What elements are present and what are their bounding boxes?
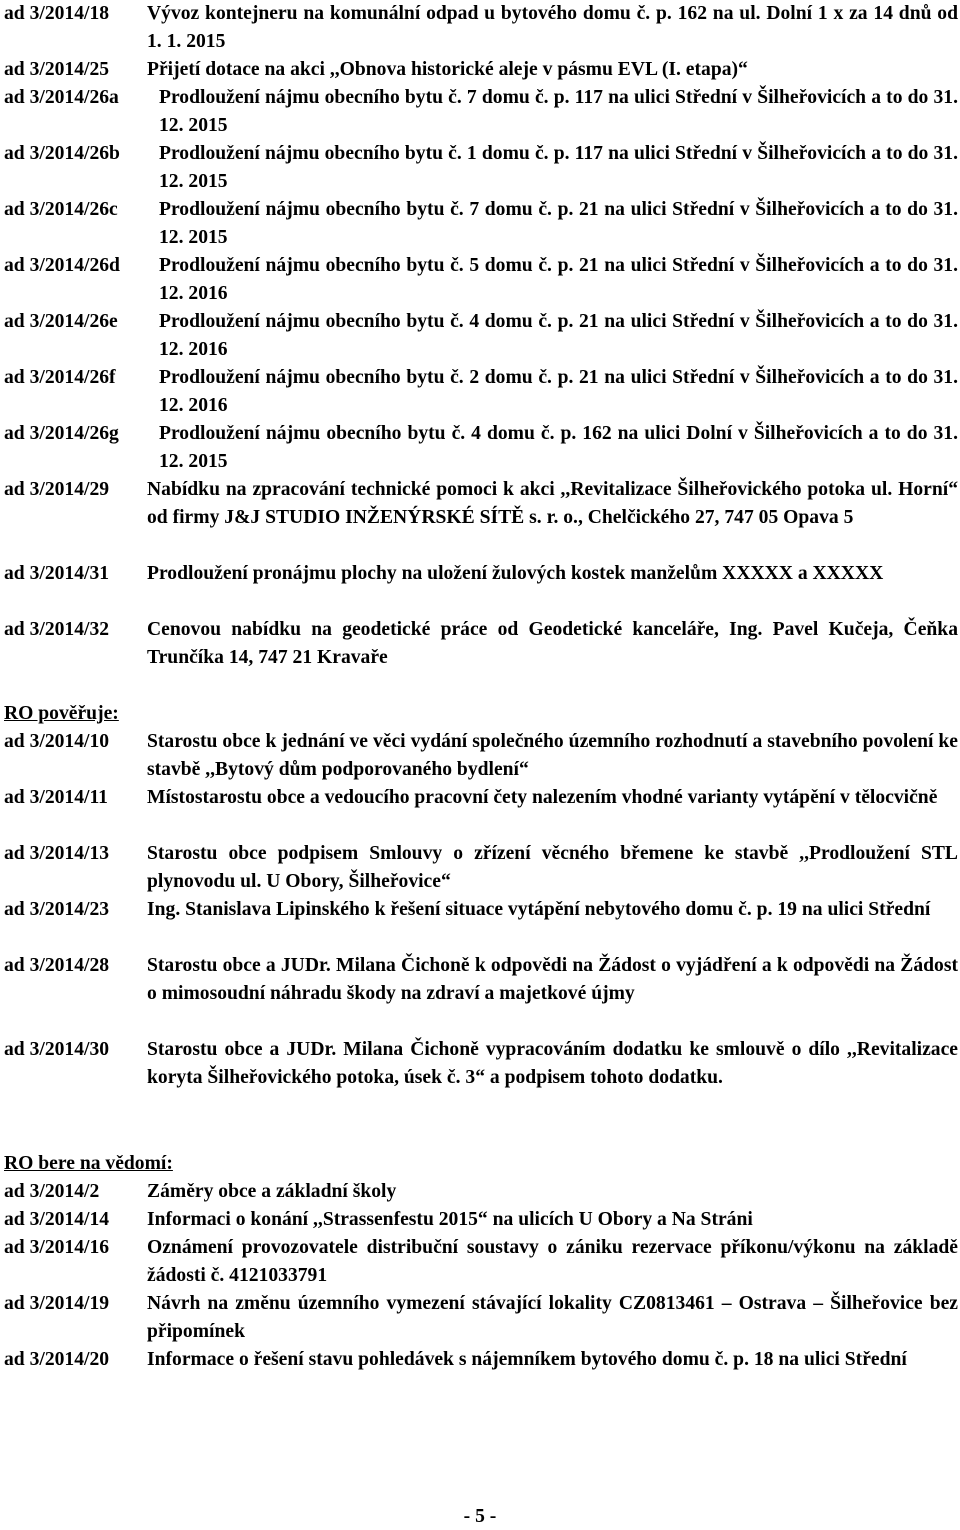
resolution-item: [4, 952, 958, 1008]
resolution-item: [4, 56, 958, 84]
item-text: Prodloužení nájmu obecního bytu č. 2 domu č. p. 21 na ulici Střední v Šilheřovicích a to do 31. 12. 2016: [159, 367, 958, 416]
resolution-item: [4, 252, 958, 308]
resolution-item: [4, 896, 958, 924]
item-text: Prodloužení nájmu obecního bytu č. 4 domu č. p. 162 na ulici Dolní v Šilheřovicích a to do 31. 12. 2015: [159, 423, 958, 472]
item-number: ad 3/2014/26g: [4, 423, 119, 444]
resolution-item: [4, 616, 958, 672]
item-text: Nabídku na zpracování technické pomoci k akci ,,Revitalizace Šilheřovického potoka ul. Horní“ od firmy J&J STUDIO INŽENÝRSKÉ SÍTĚ s. r. o., Chelčického 27, 747 05 Opava 5: [147, 479, 958, 528]
resolution-item: [4, 728, 958, 784]
item-text: Oznámení provozovatele distribuční soustavy o zániku rezervace příkonu/výkonu na základě žádosti č. 4121033791: [147, 1237, 958, 1286]
item-text: Informace o řešení stavu pohledávek s nájemníkem bytového domu č. p. 18 na ulici Střední: [147, 1349, 907, 1370]
resolution-item: [4, 560, 958, 588]
item-text: Cenovou nabídku na geodetické práce od Geodetické kanceláře, Ing. Pavel Kučeja, Čeňka Trunčíka 14, 747 21 Kravaře: [147, 619, 958, 668]
item-text: Starostu obce k jednání ve věci vydání společného územního rozhodnutí a stavebního povolení ke stavbě ,,Bytový dům podporovaného bydlení“: [147, 731, 958, 780]
item-text: Ing. Stanislava Lipinského k řešení situace vytápění nebytového domu č. p. 19 na ulici Střední: [147, 899, 931, 920]
section-heading-poveruje: RO pověřuje:: [4, 703, 119, 724]
resolution-item: [4, 196, 958, 252]
resolution-item: [4, 140, 958, 196]
item-number: ad 3/2014/30: [4, 1039, 110, 1060]
item-number: ad 3/2014/26d: [4, 255, 120, 276]
resolution-item: [4, 784, 958, 812]
item-number: ad 3/2014/26f: [4, 367, 116, 388]
item-text: Starostu obce podpisem Smlouvy o zřízení věcného břemene ke stavbě ,,Prodloužení STL plynovodu ul. U Obory, Šilheřovice“: [147, 843, 958, 892]
resolution-item: [4, 1178, 958, 1206]
item-number: ad 3/2014/14: [4, 1209, 110, 1230]
item-text: Informaci o konání ,,Strassenfestu 2015“ na ulicích U Obory a Na Stráni: [147, 1209, 753, 1230]
resolution-item: [4, 1234, 958, 1290]
item-text: Návrh na změnu územního vymezení stávající lokality CZ0813461 – Ostrava – Šilheřovice bez připomínek: [147, 1293, 958, 1342]
item-text: Záměry obce a základní školy: [147, 1181, 397, 1202]
item-text: Prodloužení nájmu obecního bytu č. 5 domu č. p. 21 na ulici Střední v Šilheřovicích a to do 31. 12. 2016: [159, 255, 958, 304]
section-heading-bere-na-vedomi: RO bere na vědomí:: [4, 1153, 173, 1174]
resolution-item: [4, 1290, 958, 1346]
item-text: Starostu obce a JUDr. Milana Čichoně vypracováním dodatku ke smlouvě o dílo ,,Revitalizace koryta Šilheřovického potoka, úsek č. 3“ a podpisem tohoto dodatku.: [147, 1039, 958, 1088]
item-number: ad 3/2014/26c: [4, 199, 118, 220]
resolution-item: [4, 308, 958, 364]
resolution-item: [4, 1346, 958, 1374]
item-number: ad 3/2014/32: [4, 619, 110, 640]
item-number: ad 3/2014/28: [4, 955, 110, 976]
item-text: Prodloužení nájmu obecního bytu č. 1 domu č. p. 117 na ulici Střední v Šilheřovicích a to do 31. 12. 2015: [159, 143, 958, 192]
item-number: ad 3/2014/26a: [4, 87, 119, 108]
item-text: Prodloužení pronájmu plochy na uložení žulových kostek manželům XXXXX a XXXXX: [147, 563, 884, 584]
item-text: Starostu obce a JUDr. Milana Čichoně k odpovědi na Žádost o vyjádření a k odpovědi na Žádost o mimosoudní náhradu škody na zdraví a majetkové újmy: [147, 955, 958, 1004]
item-number: ad 3/2014/26e: [4, 311, 118, 332]
item-number: ad 3/2014/13: [4, 843, 110, 864]
item-number: ad 3/2014/11: [4, 787, 108, 808]
item-text: Místostarostu obce a vedoucího pracovní čety nalezením vhodné varianty vytápění v tělocvičně: [147, 787, 938, 808]
item-number: ad 3/2014/18: [4, 3, 110, 24]
item-number: ad 3/2014/25: [4, 59, 110, 80]
item-number: ad 3/2014/16: [4, 1237, 110, 1258]
item-number: ad 3/2014/29: [4, 479, 110, 500]
item-number: ad 3/2014/31: [4, 563, 110, 584]
resolution-item: [4, 364, 958, 420]
resolution-item: [4, 476, 958, 532]
item-number: ad 3/2014/19: [4, 1293, 110, 1314]
item-number: ad 3/2014/10: [4, 731, 110, 752]
resolution-item: [4, 840, 958, 896]
item-number: ad 3/2014/2: [4, 1181, 100, 1202]
resolution-item: [4, 84, 958, 140]
item-number: ad 3/2014/20: [4, 1349, 110, 1370]
item-text: Prodloužení nájmu obecního bytu č. 7 domu č. p. 117 na ulici Střední v Šilheřovicích a to do 31. 12. 2015: [159, 87, 958, 136]
resolution-item: [4, 0, 958, 56]
resolution-item: [4, 1036, 958, 1092]
resolution-item: [4, 420, 958, 476]
item-text: Přijetí dotace na akci ,,Obnova historické aleje v pásmu EVL (I. etapa)“: [147, 59, 748, 80]
item-number: ad 3/2014/26b: [4, 143, 120, 164]
resolution-item: [4, 1206, 958, 1234]
item-text: Vývoz kontejneru na komunální odpad u bytového domu č. p. 162 na ul. Dolní 1 x za 14 dnů od 1. 1. 2015: [147, 3, 958, 52]
page-number: - 5 -: [463, 1506, 497, 1527]
item-text: Prodloužení nájmu obecního bytu č. 7 domu č. p. 21 na ulici Střední v Šilheřovicích a to do 31. 12. 2015: [159, 199, 958, 248]
item-number: ad 3/2014/23: [4, 899, 110, 920]
item-text: Prodloužení nájmu obecního bytu č. 4 domu č. p. 21 na ulici Střední v Šilheřovicích a to do 31. 12. 2016: [159, 311, 958, 360]
